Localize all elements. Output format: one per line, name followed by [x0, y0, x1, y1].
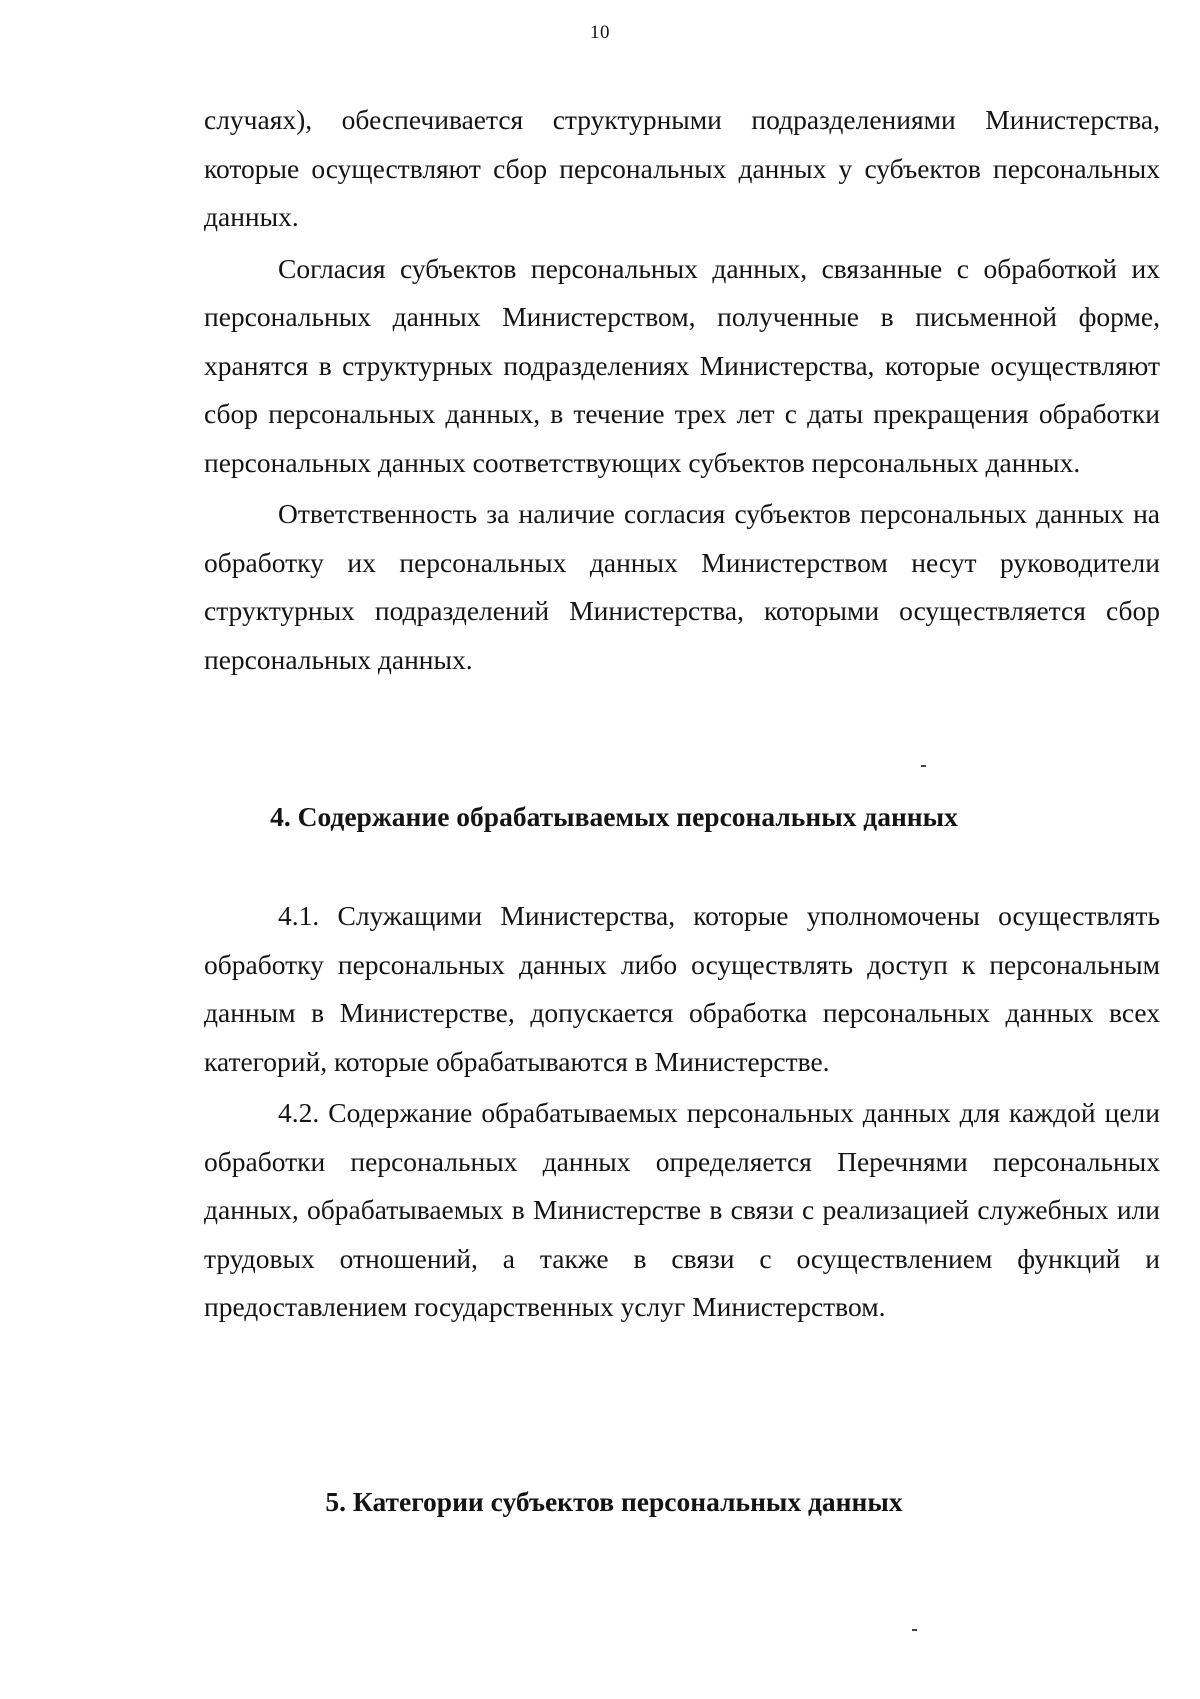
- paragraph-4-2: 4.2. Содержание обрабатываемых персональных данных для каждой цели обработки персональных данных определяется Перечнями персональных данных, обрабатываемых в Министерстве в связи с реализацией служебных или трудовых отношений, а также в связи с осуществлением функций и предоставлением государственных услуг Министерством.: [204, 1097, 1160, 1322]
- paragraph-responsibility: Ответственность за наличие согласия субъектов персональных данных на обработку их персональных данных Министерством несут руководители структурных подразделений Министерства, которыми осуществляется сбор персональных данных.: [204, 498, 1160, 675]
- section-5-heading: 5. Категории субъектов персональных данных: [325, 1486, 903, 1517]
- section-3-tail: [204, 96, 1160, 684]
- paragraph-4-1: 4.1. Служащими Министерства, которые уполномочены осуществлять обработку персональных данных либо осуществлять доступ к персональным данным в Министерстве, допускается обработка персональных данных всех категорий, которые обрабатываются в Министерстве.: [204, 900, 1160, 1077]
- section-4-heading: 4. Содержание обрабатываемых персональных данных: [270, 801, 958, 832]
- scan-speck: [912, 1629, 917, 1631]
- paragraph-consents-storage: Согласия субъектов персональных данных, связанные с обработкой их персональных данных Министерством, полученные в письменной форме, хранятся в структурных подразделениях Министерства, которые осуществляют сбор персональных данных, в течение трех лет с даты прекращения обработки персональных данных соответствующих субъектов персональных данных.: [204, 252, 1160, 478]
- scan-speck: [921, 765, 926, 767]
- section-4-body: [204, 892, 1160, 1332]
- paragraph-continued: случаях), обеспечивается структурными подразделениями Министерства, которые осуществляют сбор персональных данных у субъектов персональных данных.: [204, 104, 1160, 232]
- page-number: 10: [590, 22, 610, 43]
